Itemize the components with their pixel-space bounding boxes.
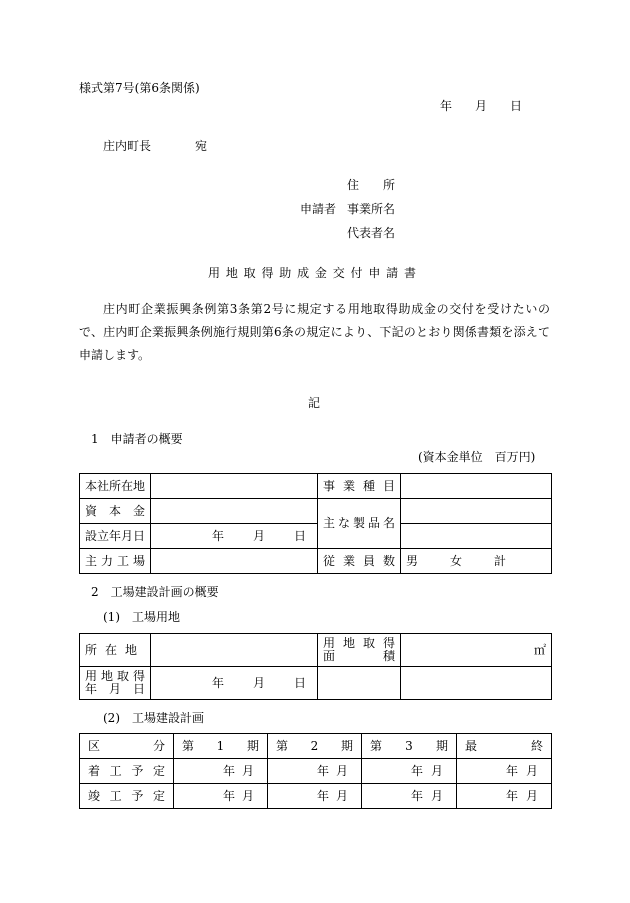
date-month: 月 xyxy=(474,99,487,113)
acquisition-date-label: 用地取得 年月日 xyxy=(80,667,151,700)
main-products-label: 主な製品名 xyxy=(318,499,401,549)
factory-site-table xyxy=(79,633,552,700)
plan-header-phase3: 第3期 xyxy=(362,734,457,759)
location-value xyxy=(151,634,318,667)
main-factory-label: 主力工場 xyxy=(80,549,151,574)
completion-phase3: 年 月 xyxy=(362,784,457,809)
head-office-value xyxy=(151,474,318,499)
plan-header-phase2: 第2期 xyxy=(268,734,362,759)
ki-label: 記 xyxy=(308,396,321,410)
completion-phase1: 年 月 xyxy=(174,784,268,809)
completion-label: 竣工予定 xyxy=(80,784,174,809)
main-factory-value xyxy=(151,549,318,574)
extra-cell-2 xyxy=(401,667,552,700)
start-phase3: 年 月 xyxy=(362,759,457,784)
acquisition-date-value: 年 月 日 xyxy=(151,667,318,700)
start-phase1: 年 月 xyxy=(174,759,268,784)
capital-label: 資本金 xyxy=(80,499,151,524)
section2-heading: 2 工場建設計画の概要 xyxy=(91,585,219,599)
representative-label: 代表者名 xyxy=(347,226,396,240)
addressee-mayor: 庄内町長 xyxy=(103,139,152,153)
business-type-value xyxy=(401,474,552,499)
head-office-label: 本社所在地 xyxy=(80,474,151,499)
document-title: 用地取得助成金交付申請書 xyxy=(208,266,416,280)
land-area-label: 用地取得 面積 xyxy=(318,634,401,667)
main-products-value-1 xyxy=(401,499,552,524)
plan-header-division: 区分 xyxy=(80,734,174,759)
office-name-label: 事業所名 xyxy=(347,202,396,216)
start-final: 年 月 xyxy=(457,759,552,784)
main-products-value-2 xyxy=(401,524,552,549)
location-label: 所在地 xyxy=(80,634,151,667)
applicant-overview-table xyxy=(79,473,552,574)
plan-header-phase1: 第1期 xyxy=(174,734,268,759)
date-line xyxy=(440,99,522,113)
date-year: 年 xyxy=(440,99,453,113)
capital-unit-note: (資本金単位 百万円) xyxy=(418,450,536,464)
section1-heading: 1 申請者の概要 xyxy=(91,432,183,446)
established-label: 設立年月日 xyxy=(80,524,151,549)
employees-value: 男 女 計 xyxy=(401,549,552,574)
business-type-label: 事業種目 xyxy=(318,474,401,499)
start-phase2: 年 月 xyxy=(268,759,362,784)
land-area-unit: ㎡ xyxy=(401,634,552,667)
date-day: 日 xyxy=(509,99,522,113)
address-label: 住 所 xyxy=(347,178,396,192)
construction-plan-table xyxy=(79,733,552,809)
completion-phase2: 年 月 xyxy=(268,784,362,809)
form-number: 様式第7号(第6条関係) xyxy=(79,81,200,95)
extra-cell-1 xyxy=(318,667,401,700)
start-label: 着工予定 xyxy=(80,759,174,784)
established-value: 年 月 日 xyxy=(151,524,318,549)
plan-header-final: 最終 xyxy=(457,734,552,759)
capital-value xyxy=(151,499,318,524)
completion-final: 年 月 xyxy=(457,784,552,809)
body-paragraph: 庄内町企業振興条例第3条第2号に規定する用地取得助成金の交付を受けたいので、庄内町企業振興条例施行規則第6条の規定により、下記のとおり関係書類を添えて申請します。 xyxy=(79,302,550,362)
applicant-label: 申請者 xyxy=(300,202,337,216)
factory-site-subheading: (1) 工場用地 xyxy=(103,610,180,624)
addressee-honorific: 宛 xyxy=(195,139,208,153)
employees-label: 従業員数 xyxy=(318,549,401,574)
construction-plan-subheading: (2) 工場建設計画 xyxy=(103,711,204,725)
